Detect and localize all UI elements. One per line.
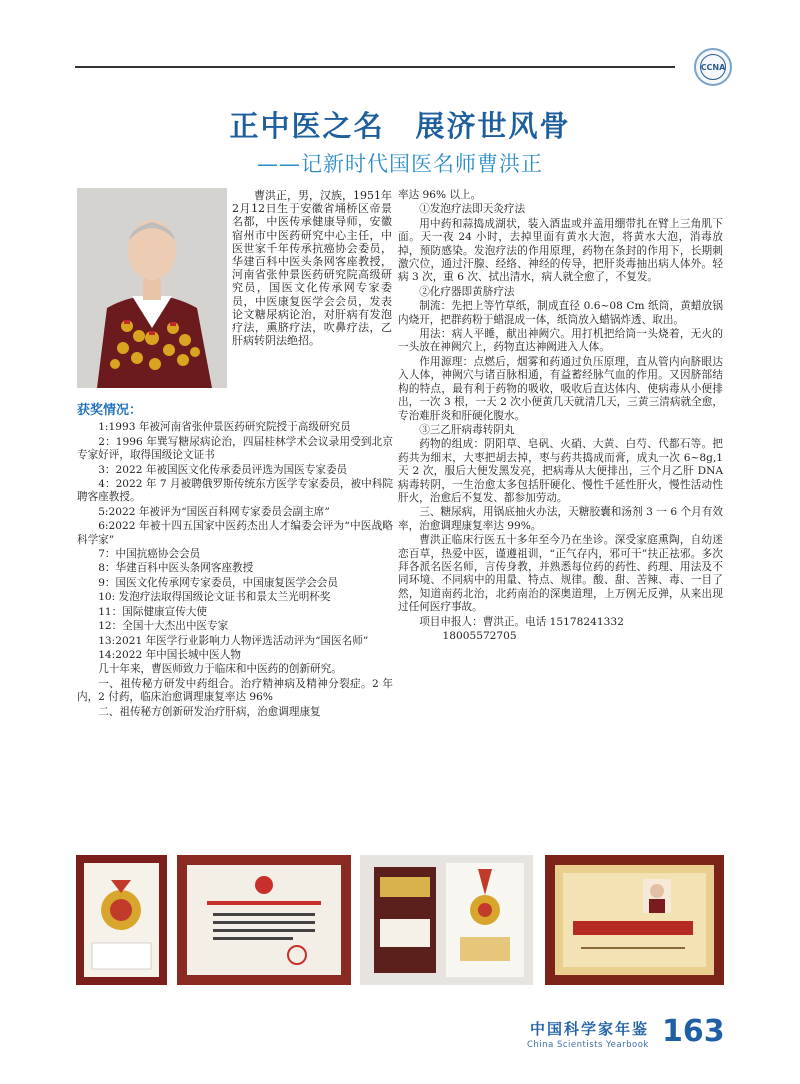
award-item: 3：2022 年被国医文化传承委员评选为国医专家委员 <box>98 463 348 476</box>
award-item: 14:2022 年中国长城中医人物 <box>98 648 241 661</box>
award-item: 12：全国十大杰出中医专家 <box>98 620 229 633</box>
page-number: 163 <box>662 1014 725 1049</box>
body-paragraph: 用中药和蒜捣成湖状，装入酒盅或并盖用绷带扎在臂上三角肌下面。天一夜 24 小时，去掉里面有黄水大泡，将黄水大泡，消毒放掉，预防感染。发泡疗法的作用原理，药物在条封的作用下，长期刺激穴位，通过汗腺、经络、神经的传导，把肝炎毒抽出病人体外。轻病 3 次，重 6 次、拭出清水，病人就全愈了，不复发。 <box>398 217 723 284</box>
intro-paragraph: 曹洪正，男，汉族，1951年2月12日生于安徽省埇桥区帝景名都，中医传承健康导师，安徽宿州市中医药研究中心主任，中医世家千年传承抗癌协会委员，华建百科中医头条网客座教授，河南省张仲景医药研究院高级研究员，国医文化传承网专家委员，中医康复医学会会员，发表论文糖尿病论治，对肝病有发泡疗法，熏脐疗法，吹鼻疗法，乙肝病转阴法绝招。 <box>232 189 392 348</box>
article-title: 正中医之名 展济世风骨 <box>229 109 571 143</box>
body-paragraph: 制流：先把上等竹草纸，制成直径 0.6~08 Cm 纸筒，黄蜡放锅内烧开，把群药粉于蜡混成一体，纸筒放入蜡锅炸透、取出。 <box>398 300 723 326</box>
section-heading: ①发泡疗法即天灸疗法 <box>419 203 526 216</box>
body-paragraph: 用法：病人平睡，献出神阙穴。用打机把给筒一头烧着，无火的一头放在神阙穴上，药物直达神阙进入人体。 <box>398 328 723 354</box>
body-paragraph: 药物的组成：阴阳草、皂矾、火硝、大黄、白芍、代都石等。把药共为细末，大枣把胡去掉，枣与药共捣成而膏，成丸一次 6~8g,1 天 2 次，服后大便发黑发亮，把病毒从大便排出，三个月乙肝 DNA 病毒转阴，一生治愈太多包括肝硬化、慢性千延性肝火，慢性活动性肝火，治愈后不复发、都参加劳动。 <box>398 438 723 504</box>
footer-journal-name-en: China Scientists Yearbook <box>527 1040 649 1050</box>
portrait-photo <box>77 188 227 388</box>
body-paragraph: 一、祖传秘方研发中药组合。治疗精神病及精神分裂症。2 年内，2 付药，临床治愈调理康复率达 96% <box>77 677 393 704</box>
award-item: 10: 发泡疗法取得国级论文证书和景太兰光明杯奖 <box>98 591 331 604</box>
article-subtitle: ——记新时代国医名师曹洪正 <box>257 152 543 176</box>
body-paragraph: 几十年来，曹医师致力于临床和中医药的创新研究。 <box>98 663 342 676</box>
body-paragraph: 率达 96% 以上。 <box>398 189 482 201</box>
award-item: 9：国医文化传承网专家委员，中国康复医学会会员 <box>98 576 338 589</box>
awards-heading: 获奖情况： <box>77 403 143 418</box>
certificate-photo-4 <box>545 855 724 985</box>
section-heading: ②化疗器即黄脐疗法 <box>419 285 515 298</box>
header-rule <box>75 66 675 68</box>
body-paragraph: 作用源理：点燃后，烟雾和药通过负压原理，直从管内向脐眼达入人体，神阙穴与诸百脉相通，有益蓄经脉气血的作用。又因脐部结构的特点，最有利于药物的吸收，吸收后直达体内、使病毒从小便排出，一次 3 根，一天 2 次小便黄几天就清几天，三黄三清病就全愈，专治难肝炎和肝硬化腹水。 <box>398 355 723 422</box>
award-item: 8：华建百科中医头条网客座教授 <box>98 562 254 575</box>
body-paragraph: 二、祖传秘方创新研发治疗肝病，治愈调理康复 <box>98 705 321 718</box>
certificate-photo-1 <box>76 855 167 985</box>
certificate-photo-3 <box>360 855 533 985</box>
certificate-photo-2 <box>177 855 351 985</box>
award-item: 1:1993 年被河南省张仲景医药研究院授于高级研究员 <box>98 421 351 434</box>
contact-line: 项目申报人：曹洪正。电话 15178241332 <box>419 615 624 628</box>
section-heading: ③三乙肝病毒转阴丸 <box>419 423 515 436</box>
journal-logo <box>694 48 732 86</box>
award-item: 5:2022 年被评为“国医百科网专家委员会副主席” <box>98 505 330 518</box>
award-item: 2：1996 年巽写糖尿病论治，四届桂林学术会议录用受到北京专家好评，取得国级论文证书 <box>77 435 393 462</box>
logo-text: CCNA <box>700 62 726 72</box>
right-column <box>398 189 723 644</box>
award-item: 11：国际健康宣传大使 <box>98 605 208 618</box>
award-item: 4：2022 年 7 月被聘俄罗斯传统东方医学专家委员，被中科院聘客座教授。 <box>77 478 393 504</box>
contact-line: 18005572705 <box>442 630 517 642</box>
award-item: 6:2022 年被十四五国家中医药杰出人才编委会评为“中医战略科学家” <box>77 520 393 546</box>
certificate-photos <box>0 855 800 985</box>
footer-journal-name: 中国科学家年鉴 <box>530 1020 650 1038</box>
left-column <box>77 404 393 720</box>
award-item: 7：中国抗癌协会会员 <box>98 548 201 561</box>
body-paragraph: 三、糖尿病，用锅底抽火办法，天糖胶囊和汤剂 3 一 6 个月有效率，治愈调理康复率达 99%。 <box>398 506 723 532</box>
award-item: 13:2021 年医学行业影响力人物评选活动评为“国医名师” <box>98 634 369 647</box>
body-paragraph: 曹洪正临床行医五十多年至今乃在坐诊。深受家庭熏陶，自幼迷恋百草，热爱中医，谨遵祖训，“正气存内，邪可干”扶正祛邪。多次拜各派名医名师，言传身教，并熟悉每位药的药性、药理、用法及不同环境、不同病中的用量、特点、规律。酸、甜、苦辣、毒、一目了然，知道南药北治，北药南治的深奥道理，上万例无反弹，从来出现过任何医疗事故。 <box>398 534 723 614</box>
